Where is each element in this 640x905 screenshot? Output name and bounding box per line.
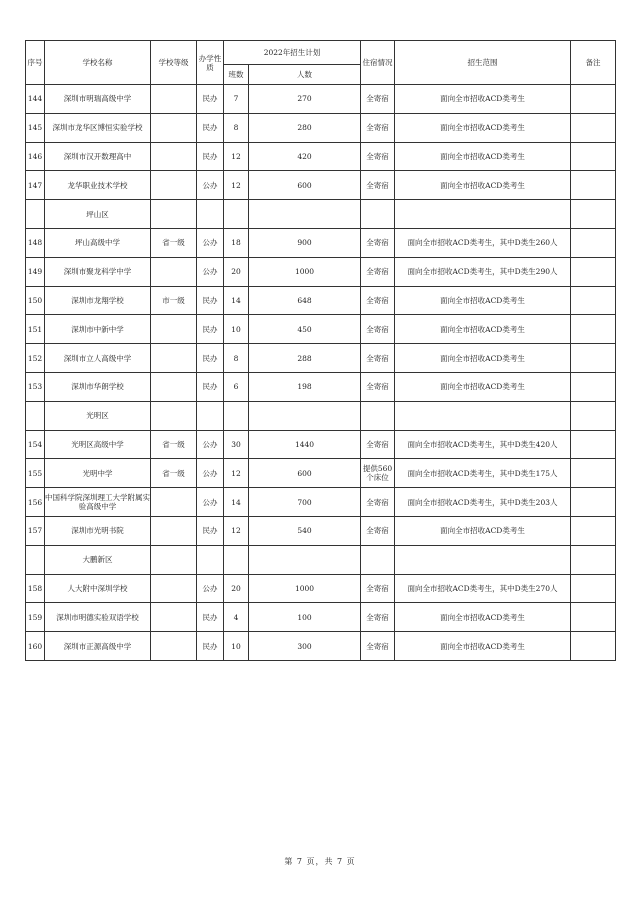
table-row (26, 632, 616, 661)
lodging-cell: 全寄宿 (361, 516, 395, 545)
scope-cell: 面向全市招收ACD类考生 (395, 344, 571, 373)
school-name-cell: 深圳市光明书院 (45, 516, 151, 545)
people-cell: 280 (249, 113, 361, 142)
scope-cell (395, 200, 571, 229)
nature-cell: 民办 (197, 315, 224, 344)
seq-cell: 159 (26, 603, 45, 632)
scope-cell (395, 545, 571, 574)
header-scope: 招生范围 (395, 41, 571, 85)
lodging-cell: 提供560个床位 (361, 459, 395, 488)
remark-cell (571, 344, 616, 373)
level-cell (151, 516, 197, 545)
header-school-name: 学校名称 (45, 41, 151, 85)
nature-cell: 民办 (197, 113, 224, 142)
scope-cell: 面向全市招收ACD类考生 (395, 372, 571, 401)
level-cell (151, 488, 197, 517)
table-row (26, 574, 616, 603)
nature-cell: 公办 (197, 459, 224, 488)
scope-cell (395, 401, 571, 430)
seq-cell: 155 (26, 459, 45, 488)
section-label: 坪山区 (45, 200, 151, 229)
remark-cell (571, 171, 616, 200)
level-cell (151, 372, 197, 401)
classes-cell: 10 (224, 315, 249, 344)
level-cell: 市一级 (151, 286, 197, 315)
lodging-cell: 全寄宿 (361, 315, 395, 344)
header-people: 人数 (249, 65, 361, 85)
remark-cell (571, 488, 616, 517)
scope-cell: 面向全市招收ACD类考生 (395, 85, 571, 114)
scope-cell: 面向全市招收ACD类考生 (395, 113, 571, 142)
seq-cell: 149 (26, 257, 45, 286)
classes-cell: 20 (224, 574, 249, 603)
school-name-cell: 深圳市立人高级中学 (45, 344, 151, 373)
lodging-cell (361, 545, 395, 574)
people-cell (249, 200, 361, 229)
people-cell: 900 (249, 228, 361, 257)
classes-cell (224, 401, 249, 430)
remark-cell (571, 430, 616, 459)
lodging-cell: 全寄宿 (361, 344, 395, 373)
classes-cell: 7 (224, 85, 249, 114)
remark-cell (571, 603, 616, 632)
school-name-cell: 深圳市华朗学校 (45, 372, 151, 401)
school-name-cell: 坪山高级中学 (45, 228, 151, 257)
seq-cell: 144 (26, 85, 45, 114)
nature-cell: 公办 (197, 574, 224, 603)
level-cell (151, 603, 197, 632)
remark-cell (571, 545, 616, 574)
seq-cell: 145 (26, 113, 45, 142)
nature-cell: 民办 (197, 372, 224, 401)
people-cell: 600 (249, 459, 361, 488)
nature-cell (197, 545, 224, 574)
remark-cell (571, 200, 616, 229)
lodging-cell: 全寄宿 (361, 171, 395, 200)
level-cell: 省一级 (151, 459, 197, 488)
section-row (26, 200, 616, 229)
classes-cell: 12 (224, 459, 249, 488)
lodging-cell: 全寄宿 (361, 142, 395, 171)
people-cell: 648 (249, 286, 361, 315)
nature-cell: 民办 (197, 603, 224, 632)
nature-cell: 民办 (197, 632, 224, 661)
level-cell: 省一级 (151, 430, 197, 459)
level-cell (151, 85, 197, 114)
level-cell (151, 315, 197, 344)
table-row (26, 257, 616, 286)
table-row (26, 344, 616, 373)
table-row (26, 603, 616, 632)
seq-cell (26, 401, 45, 430)
lodging-cell: 全寄宿 (361, 430, 395, 459)
nature-cell: 公办 (197, 430, 224, 459)
header-school-level: 学校等级 (151, 41, 197, 85)
lodging-cell: 全寄宿 (361, 286, 395, 315)
people-cell: 700 (249, 488, 361, 517)
seq-cell: 153 (26, 372, 45, 401)
scope-cell: 面向全市招收ACD类考生 (395, 286, 571, 315)
seq-cell (26, 545, 45, 574)
section-label: 大鹏新区 (45, 545, 151, 574)
people-cell (249, 401, 361, 430)
remark-cell (571, 459, 616, 488)
lodging-cell: 全寄宿 (361, 574, 395, 603)
header-lodging: 住宿情况 (361, 41, 395, 85)
seq-cell: 156 (26, 488, 45, 517)
nature-cell: 公办 (197, 171, 224, 200)
people-cell: 450 (249, 315, 361, 344)
school-name-cell: 龙华职业技术学校 (45, 171, 151, 200)
school-name-cell: 光明中学 (45, 459, 151, 488)
school-name-cell: 深圳市龙华区博恒实验学校 (45, 113, 151, 142)
level-cell (151, 142, 197, 171)
school-name-cell: 深圳市中新中学 (45, 315, 151, 344)
lodging-cell: 全寄宿 (361, 228, 395, 257)
people-cell: 288 (249, 344, 361, 373)
people-cell: 540 (249, 516, 361, 545)
level-cell (151, 344, 197, 373)
remark-cell (571, 516, 616, 545)
nature-cell: 民办 (197, 286, 224, 315)
section-row (26, 401, 616, 430)
table-row (26, 459, 616, 488)
people-cell: 1000 (249, 257, 361, 286)
classes-cell: 10 (224, 632, 249, 661)
school-name-cell: 光明区高级中学 (45, 430, 151, 459)
header-nature: 办学性质 (197, 41, 224, 85)
people-cell: 300 (249, 632, 361, 661)
school-name-cell: 深圳市明瑞高级中学 (45, 85, 151, 114)
section-label: 光明区 (45, 401, 151, 430)
scope-cell: 面向全市招收ACD类考生，其中D类生175人 (395, 459, 571, 488)
classes-cell: 30 (224, 430, 249, 459)
table-row (26, 430, 616, 459)
remark-cell (571, 372, 616, 401)
lodging-cell (361, 200, 395, 229)
scope-cell: 面向全市招收ACD类考生 (395, 632, 571, 661)
classes-cell: 8 (224, 113, 249, 142)
header-plan: 2022年招生计划 (224, 41, 361, 65)
seq-cell: 157 (26, 516, 45, 545)
classes-cell: 18 (224, 228, 249, 257)
people-cell (249, 545, 361, 574)
remark-cell (571, 401, 616, 430)
nature-cell: 民办 (197, 85, 224, 114)
classes-cell: 4 (224, 603, 249, 632)
classes-cell: 12 (224, 142, 249, 171)
people-cell: 1000 (249, 574, 361, 603)
nature-cell: 民办 (197, 516, 224, 545)
nature-cell: 民办 (197, 344, 224, 373)
remark-cell (571, 113, 616, 142)
lodging-cell: 全寄宿 (361, 632, 395, 661)
table-row (26, 516, 616, 545)
level-cell (151, 632, 197, 661)
remark-cell (571, 315, 616, 344)
table-body (26, 85, 616, 661)
header-seq: 序号 (26, 41, 45, 85)
remark-cell (571, 286, 616, 315)
remark-cell (571, 257, 616, 286)
nature-cell: 公办 (197, 488, 224, 517)
school-name-cell: 人大附中深圳学校 (45, 574, 151, 603)
scope-cell: 面向全市招收ACD类考生，其中D类生270人 (395, 574, 571, 603)
table-row (26, 488, 616, 517)
level-cell (151, 113, 197, 142)
scope-cell: 面向全市招收ACD类考生 (395, 142, 571, 171)
seq-cell: 154 (26, 430, 45, 459)
scope-cell: 面向全市招收ACD类考生，其中D类生420人 (395, 430, 571, 459)
level-cell (151, 401, 197, 430)
lodging-cell (361, 401, 395, 430)
level-cell (151, 545, 197, 574)
header-remarks: 备注 (571, 41, 616, 85)
nature-cell: 公办 (197, 257, 224, 286)
table-row (26, 372, 616, 401)
scope-cell: 面向全市招收ACD类考生，其中D类生260人 (395, 228, 571, 257)
scope-cell: 面向全市招收ACD类考生，其中D类生290人 (395, 257, 571, 286)
people-cell: 420 (249, 142, 361, 171)
table-row (26, 286, 616, 315)
school-name-cell: 深圳市汉开数理高中 (45, 142, 151, 171)
classes-cell (224, 545, 249, 574)
table-row (26, 315, 616, 344)
remark-cell (571, 228, 616, 257)
people-cell: 1440 (249, 430, 361, 459)
header-classes: 班数 (224, 65, 249, 85)
classes-cell: 6 (224, 372, 249, 401)
seq-cell: 148 (26, 228, 45, 257)
lodging-cell: 全寄宿 (361, 603, 395, 632)
nature-cell (197, 401, 224, 430)
people-cell: 600 (249, 171, 361, 200)
school-name-cell: 深圳市聚龙科学中学 (45, 257, 151, 286)
lodging-cell: 全寄宿 (361, 257, 395, 286)
section-row (26, 545, 616, 574)
seq-cell (26, 200, 45, 229)
scope-cell: 面向全市招收ACD类考生 (395, 516, 571, 545)
classes-cell (224, 200, 249, 229)
people-cell: 198 (249, 372, 361, 401)
scope-cell: 面向全市招收ACD类考生 (395, 171, 571, 200)
seq-cell: 147 (26, 171, 45, 200)
nature-cell: 民办 (197, 142, 224, 171)
people-cell: 100 (249, 603, 361, 632)
remark-cell (571, 142, 616, 171)
enrollment-table (25, 40, 616, 661)
level-cell (151, 257, 197, 286)
table-row (26, 171, 616, 200)
seq-cell: 151 (26, 315, 45, 344)
seq-cell: 160 (26, 632, 45, 661)
classes-cell: 8 (224, 344, 249, 373)
school-name-cell: 深圳市明德实验双语学校 (45, 603, 151, 632)
remark-cell (571, 85, 616, 114)
table-row (26, 85, 616, 114)
lodging-cell: 全寄宿 (361, 372, 395, 401)
level-cell (151, 574, 197, 603)
lodging-cell: 全寄宿 (361, 85, 395, 114)
seq-cell: 146 (26, 142, 45, 171)
school-name-cell: 深圳市正源高级中学 (45, 632, 151, 661)
classes-cell: 14 (224, 286, 249, 315)
classes-cell: 12 (224, 171, 249, 200)
scope-cell: 面向全市招收ACD类考生 (395, 315, 571, 344)
people-cell: 270 (249, 85, 361, 114)
level-cell (151, 200, 197, 229)
school-name-cell: 中国科学院深圳理工大学附属实验高级中学 (45, 488, 151, 517)
table-row (26, 113, 616, 142)
school-name-cell: 深圳市龙翔学校 (45, 286, 151, 315)
level-cell (151, 171, 197, 200)
table-row (26, 228, 616, 257)
scope-cell: 面向全市招收ACD类考生，其中D类生203人 (395, 488, 571, 517)
classes-cell: 12 (224, 516, 249, 545)
remark-cell (571, 574, 616, 603)
nature-cell (197, 200, 224, 229)
seq-cell: 158 (26, 574, 45, 603)
remark-cell (571, 632, 616, 661)
seq-cell: 150 (26, 286, 45, 315)
classes-cell: 20 (224, 257, 249, 286)
page-footer: 第 7 页，共 7 页 (284, 857, 356, 866)
seq-cell: 152 (26, 344, 45, 373)
level-cell: 省一级 (151, 228, 197, 257)
lodging-cell: 全寄宿 (361, 488, 395, 517)
classes-cell: 14 (224, 488, 249, 517)
nature-cell: 公办 (197, 228, 224, 257)
lodging-cell: 全寄宿 (361, 113, 395, 142)
table-row (26, 142, 616, 171)
scope-cell: 面向全市招收ACD类考生 (395, 603, 571, 632)
